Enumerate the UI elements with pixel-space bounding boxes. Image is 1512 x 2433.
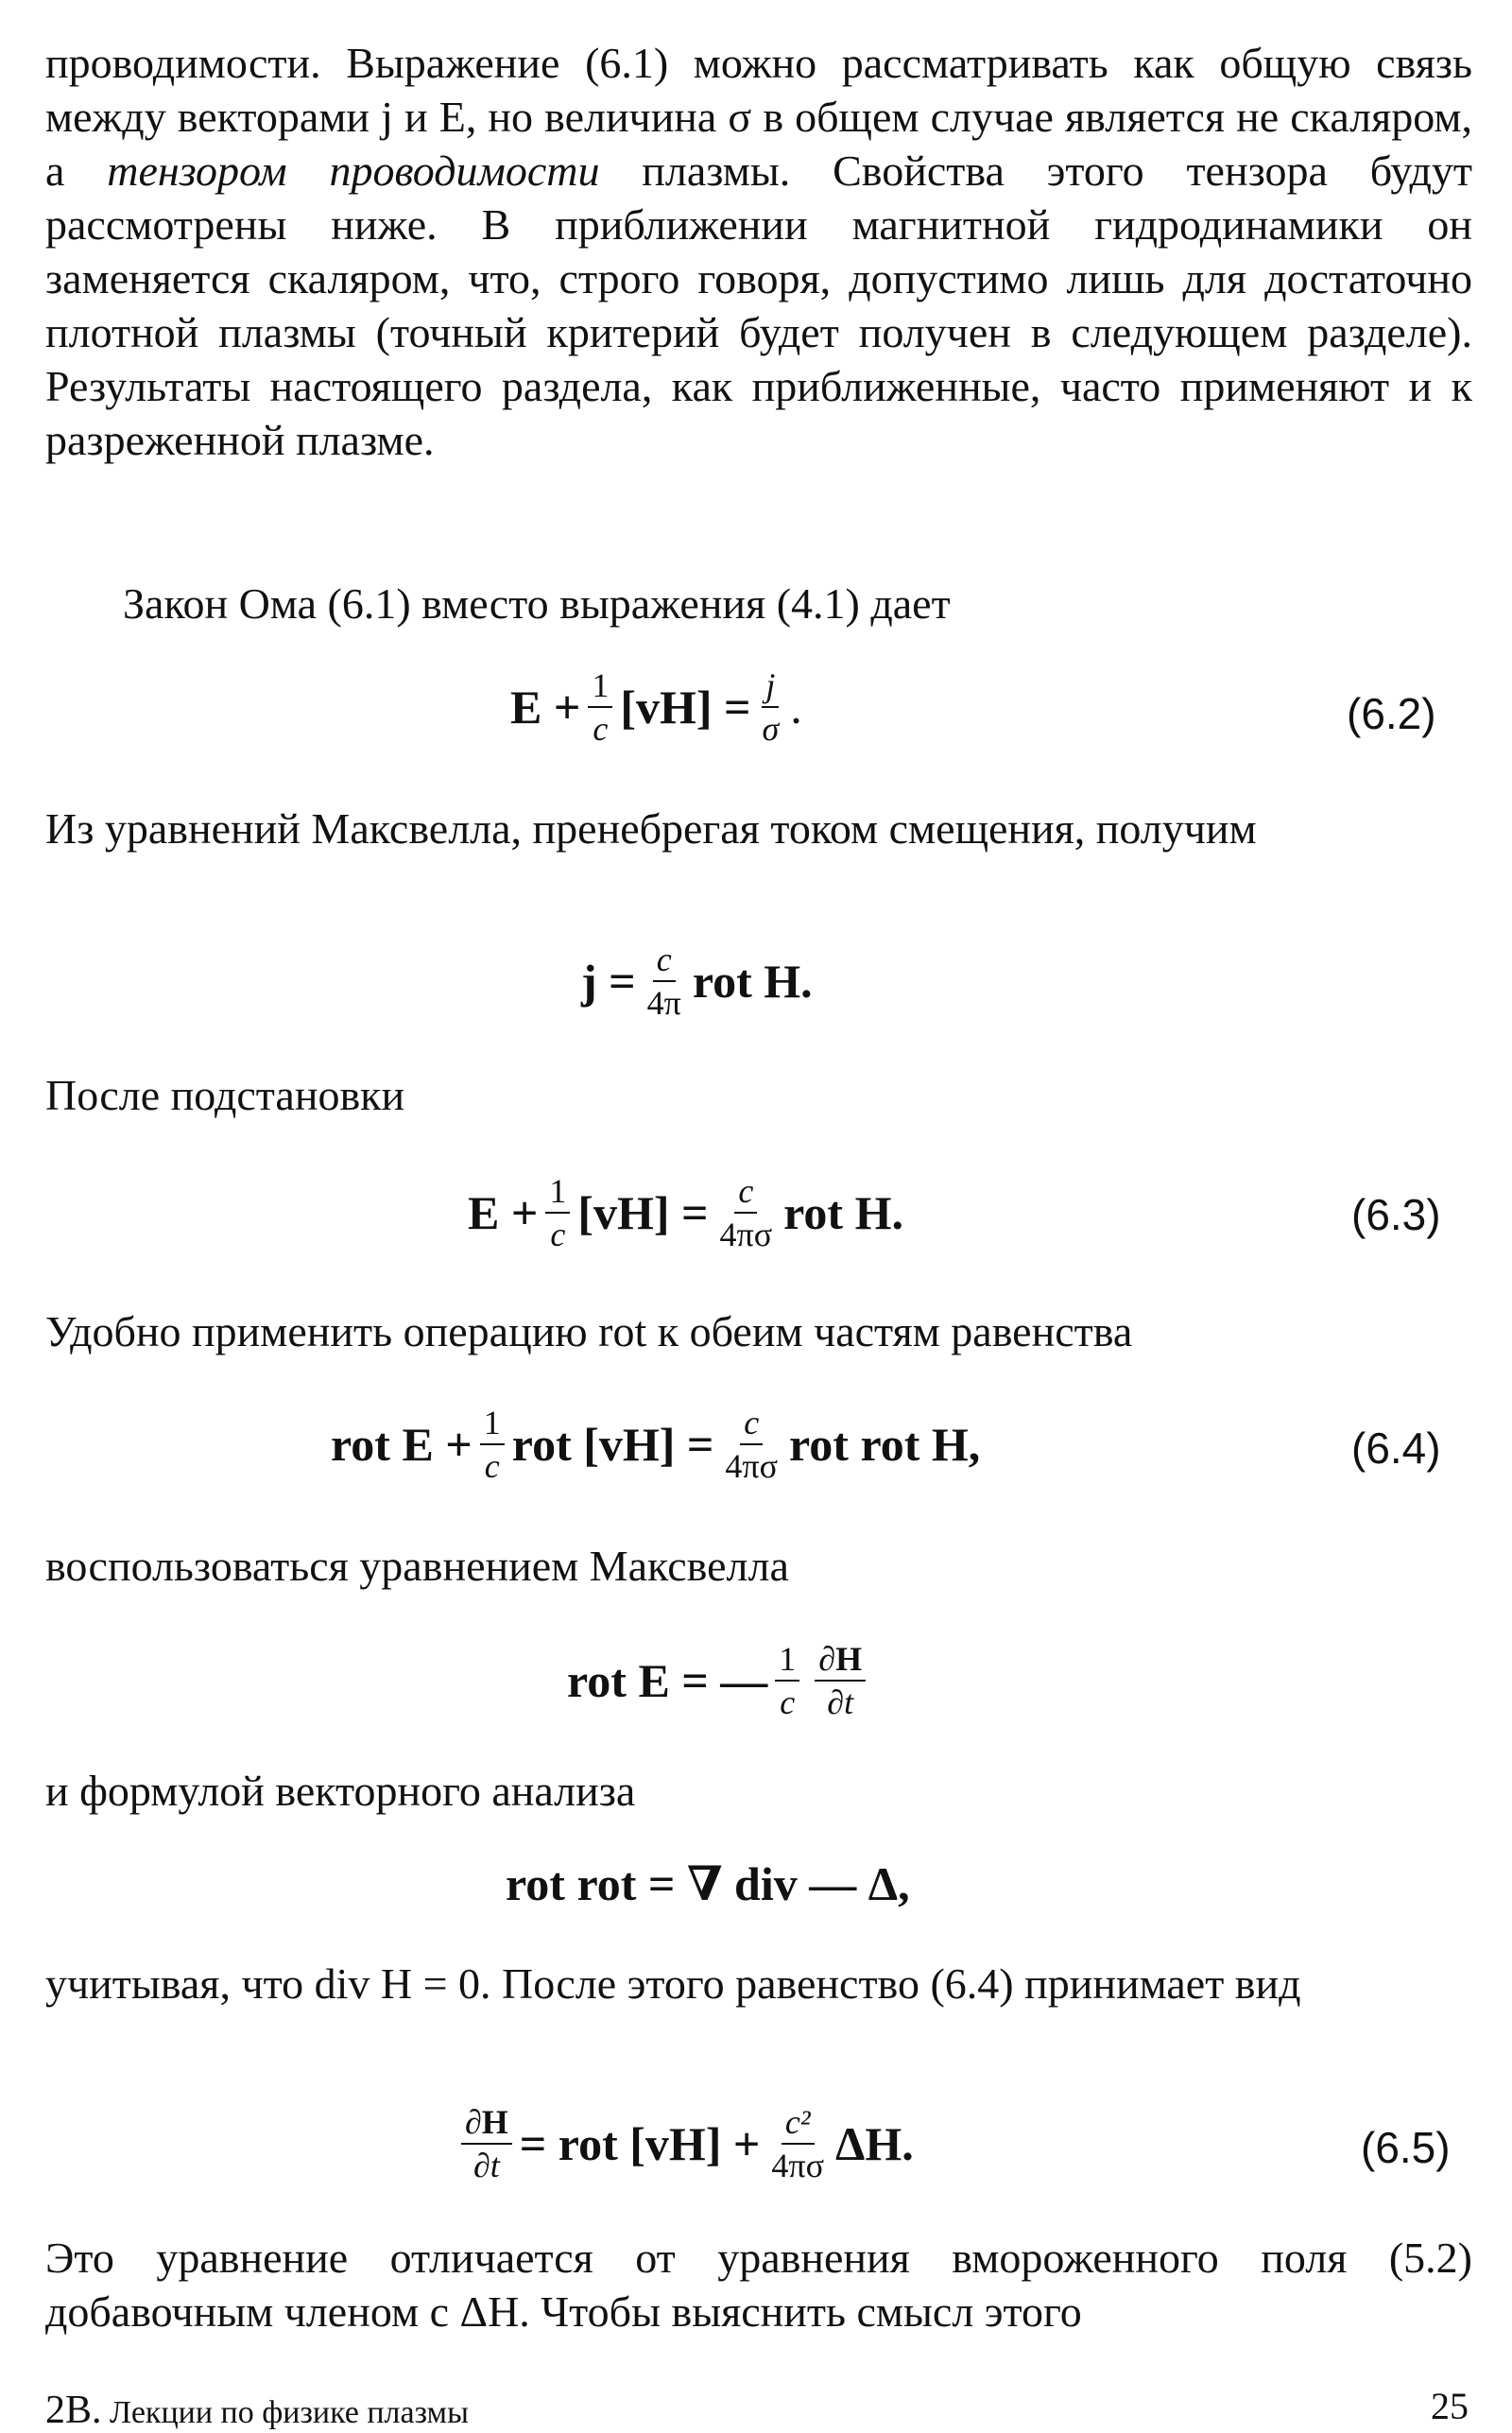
sheet-signature: 2В. [45, 2389, 102, 2432]
paragraph-conductivity-tensor: проводимости. Выражение (6.1) можно рассматривать как общую связь между векторами j и E, но величина σ в общем случае является не скаляром, а тензором проводимости плазмы. Свойства этого тензора будут рассмотрены ниже. В приближении магнитной гидродинамики он заменяется скаляром, что, строго говоря, допустимо лишь для достаточно плотной плазмы (точный критерий будет получен в следующем разделе). Результаты настоящего раздела, как приближенные, часто применяют и к разреженной плазме. [45, 39, 1472, 464]
paragraph-div-h: учитывая, что div H = 0. После этого равенство (6.4) принимает вид [45, 1959, 1301, 2008]
footer-signature [45, 2388, 469, 2433]
equation-current: j = $\frac{c}{4\pi}$ rot H. [581, 940, 813, 1022]
equation-number-6-5: (6.5) [1361, 2123, 1451, 2172]
equation-6-3: E + $\frac{1}{c}$ [vH] = $\frac{c}{4\pi\sigma}$ rot H. [468, 1172, 903, 1253]
paragraph-ohm-law: Закон Ома (6.1) вместо выражения (4.1) дает [123, 579, 951, 628]
italic-term: тензором проводимости [107, 147, 600, 195]
page-number: 25 [1431, 2385, 1469, 2427]
paragraph-maxwell: Из уравнений Максвелла, пренебрегая током смещения, получим [45, 804, 1257, 853]
paragraph-frozen-field: Это уравнение отличается от уравнения вмороженного поля (5.2) добавочным членом с ΔH. Чтобы выяснить смысл этого [45, 2234, 1472, 2336]
paragraph-substitution: После подстановки [45, 1071, 405, 1119]
equation-number-6-3: (6.3) [1351, 1190, 1441, 1239]
equation-number-6-2: (6.2) [1347, 689, 1436, 738]
book-title: Лекции по физике плазмы [110, 2395, 469, 2430]
equation-6-5: $\frac{\partial H}{\partial t}$ = rot [vH] + $\frac{\text{c²}}{4\pi\sigma}$ ΔH. [454, 2103, 914, 2184]
equation-rot-rot: rot rot = ∇ div — Δ, [506, 1857, 910, 1910]
paragraph-rot-operation: Удобно применить операцию rot к обеим частям равенства [45, 1307, 1133, 1355]
equation-number-6-4: (6.4) [1351, 1424, 1441, 1473]
equation-6-4: rot E + $\frac{1}{c}$ rot [vH] = $\frac{c}{4\pi\sigma}$ rot rot H, [331, 1404, 981, 1485]
equation-6-2: E + $\frac{1}{c}$ [vH] = $\frac{j}{\sigma}$ . [510, 666, 802, 748]
equation-maxwell-rot-e: rot E = — $\frac{1}{c}$ $\frac{\partial H}{\partial t}$ [567, 1640, 873, 1721]
paragraph-vector-analysis: и формулой векторного анализа [45, 1767, 636, 1815]
paragraph-use-maxwell: воспользоваться уравнением Максвелла [45, 1542, 789, 1590]
